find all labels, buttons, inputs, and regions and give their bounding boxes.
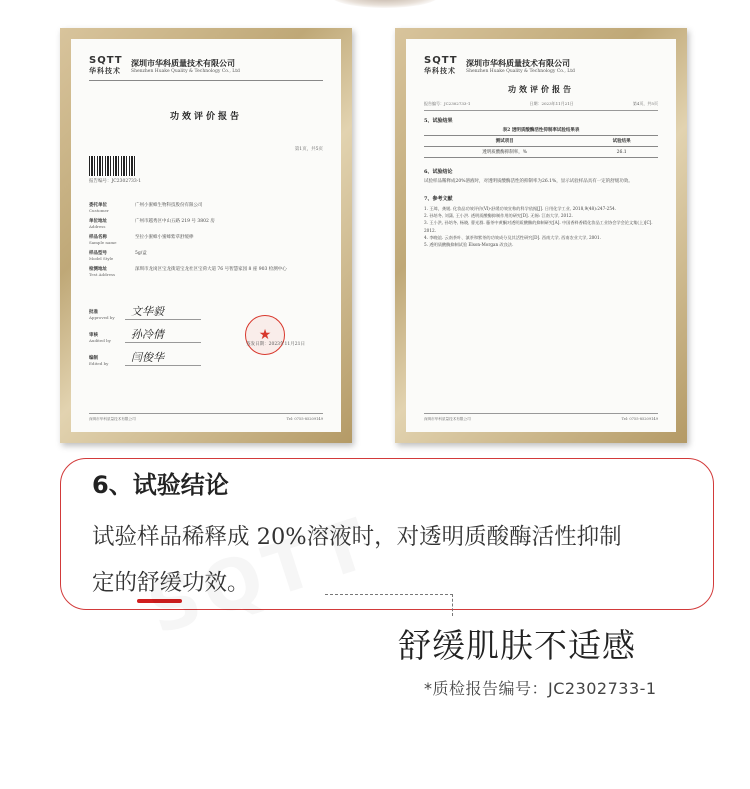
footer-phone: Tel: 0755-85209149 [286, 417, 323, 421]
report-meta [424, 101, 658, 111]
signature-label-en: Approved by [89, 315, 115, 320]
reference-item: 3. 王小洪, 孙培冬, 杨晓, 曹光群. 藤茶中黄酮对透明质酸酶的抑制研究[A]. 中国香料香精化妆品工业协会学会论文集(上)[C]. 2012. [424, 220, 653, 233]
field-label: 样品型号 [89, 251, 107, 256]
company-name-cn: 深圳市华科质量技术有限公司 [466, 58, 570, 68]
field-row [89, 234, 323, 245]
company-logo [424, 55, 460, 76]
certificate-footer [424, 413, 658, 422]
logo-text-en: SQTT [424, 55, 458, 66]
issue-date: 签发日期：2023年11月21日 [246, 342, 305, 347]
report-title: 功效评价报告 [508, 84, 574, 94]
company-logo [89, 55, 125, 76]
conclusion-title: 6、试验结论 [92, 471, 229, 499]
report-number: 报告编号：JC2302733-1 [89, 179, 142, 184]
logo-text-cn: 华科技术 [424, 67, 456, 75]
company-header [424, 55, 658, 76]
field-row [89, 250, 323, 261]
field-value: 广州市越秀区中山五路 219 号 3802 房 [135, 219, 215, 224]
page-indicator: 第1页，共5页 [294, 147, 323, 152]
signature-label-en: Edited by [89, 361, 109, 366]
field-row [89, 202, 323, 213]
field-row [89, 266, 323, 277]
company-name-cn: 深圳市华科质量技术有限公司 [131, 58, 235, 68]
field-label: 单位地址 [89, 219, 107, 224]
report-fields [89, 202, 323, 277]
field-label-en: Address [89, 224, 106, 229]
signature-label: 编制 [89, 356, 98, 361]
field-label-en: Customer [89, 208, 109, 213]
section-heading: 5、试验结果 [424, 118, 453, 124]
footer-company: 深圳市华科质量技术有限公司 [89, 417, 136, 421]
logo-text-en: SQTT [89, 55, 123, 66]
signature-row [89, 303, 323, 320]
signature-label-en: Audited by [89, 338, 111, 343]
signature: 文华毅 [125, 303, 201, 320]
company-name-en: Shenzhen Huake Quality & Technology Co., Ltd [131, 68, 240, 74]
field-row [89, 218, 323, 229]
company-name-en: Shenzhen Huake Quality & Technology Co., Ltd [466, 68, 575, 74]
conclusion-line-1: 试验样品稀释成 20%溶液时，对透明质酸酶活性抑制 [92, 524, 622, 550]
signature: 闫俊华 [125, 349, 201, 366]
seal-star-icon: ★ [258, 327, 272, 343]
signature-row [89, 349, 323, 366]
decorative-top-shape [330, 0, 440, 8]
reference-item: 4. 李晚谊. 云南茶叶、滇茶和紫茶的功效成分及其活性研究[D]. 西南大学, 西南农业大学, 2001. [424, 234, 601, 240]
signature-label: 批准 [89, 310, 98, 315]
callout-connector-vertical [452, 594, 453, 616]
footer-company: 深圳市华科质量技术有限公司 [424, 417, 471, 421]
field-value: 至拉小蜜蜂小蜜蜂紫草舒缓棒 [135, 235, 194, 240]
company-header [89, 55, 323, 76]
report-number-note: *质检报告编号：JC2302733-1 [424, 679, 657, 698]
field-label: 样品名称 [89, 235, 107, 240]
references-list [424, 205, 658, 248]
logo-text-cn: 华科技术 [89, 67, 121, 75]
signature-area [89, 303, 323, 366]
page-indicator: 第4页，共5页 [632, 101, 658, 106]
conclusion-text: 定的 [92, 570, 138, 596]
table-header: 试验结果 [585, 136, 658, 147]
field-value: 5g/盒 [135, 251, 147, 256]
barcode [89, 156, 137, 176]
field-label-en: Test Address [89, 272, 116, 277]
reference-item: 2. 孙培冬, 刘潇, 王小洪. 透明质酸酶抑制作用的研究[D]. 无锡: 江南大学, 2012. [424, 213, 573, 219]
header-divider [89, 80, 323, 81]
section-heading: 6、试验结论 [424, 169, 453, 175]
certificate-sheet-results [406, 39, 676, 432]
report-number: 报告编号：JC2302733-1 [424, 101, 471, 106]
results-table [424, 135, 658, 158]
conclusion-text: 功效。 [182, 570, 250, 596]
certificate-frame-cover [60, 28, 352, 443]
footer-phone: Tel: 0755-85209149 [621, 417, 658, 421]
table-row [424, 147, 658, 158]
field-label-en: Sample name [89, 240, 117, 245]
report-title: 功效评价报告 [169, 112, 242, 122]
field-label-en: Model Style [89, 256, 114, 261]
highlighted-keyword: 舒缓 [137, 570, 183, 596]
field-value: 深圳市龙岗区宝龙街道宝龙社区宝荷大道 76 号智慧家园 8 座 903 检测中心 [135, 267, 287, 272]
certificate-sheet-cover [71, 39, 341, 432]
table-header: 测试项目 [424, 136, 585, 147]
signature: 孙冷倩 [125, 326, 201, 343]
field-value: 广州小蜜蜂生物科技股份有限公司 [135, 203, 203, 208]
reference-item: 5. 透明质酸酶抑制试验 Elson-Morgan 改良法. [424, 241, 514, 247]
report-date: 日期：2023年11月21日 [529, 101, 574, 106]
signature-label: 审核 [89, 333, 98, 338]
field-label: 委托单位 [89, 203, 107, 208]
reference-item: 1. 王璋，龚媛. 化妆品功效评价(Ⅵ)-舒缓功效宣称的科学依据[J]. 日用化学工业, 2018,9(48):247-254. [424, 206, 616, 212]
conclusion-paragraph: 试验样品稀释成20%溶液时，对透明质酸酶活性的抑制率为26.1%，显示试验样品具有一定的舒缓功效。 [424, 179, 633, 184]
benefit-tagline: 舒缓肌肤不适感 [398, 626, 636, 665]
official-seal [245, 315, 285, 355]
table-caption: 表2 透明质酸酶活性抑制率试验结果表 [502, 128, 580, 133]
certificate-footer [89, 413, 323, 422]
certificate-frame-results [395, 28, 687, 443]
callout-connector-horizontal [325, 594, 453, 595]
table-header-row [424, 136, 658, 147]
section-heading: 7、参考文献 [424, 196, 453, 203]
table-cell: 透明质酸酶抑制率，% [424, 147, 585, 158]
field-label: 检测地址 [89, 267, 107, 272]
table-cell: 26.1 [585, 147, 658, 158]
